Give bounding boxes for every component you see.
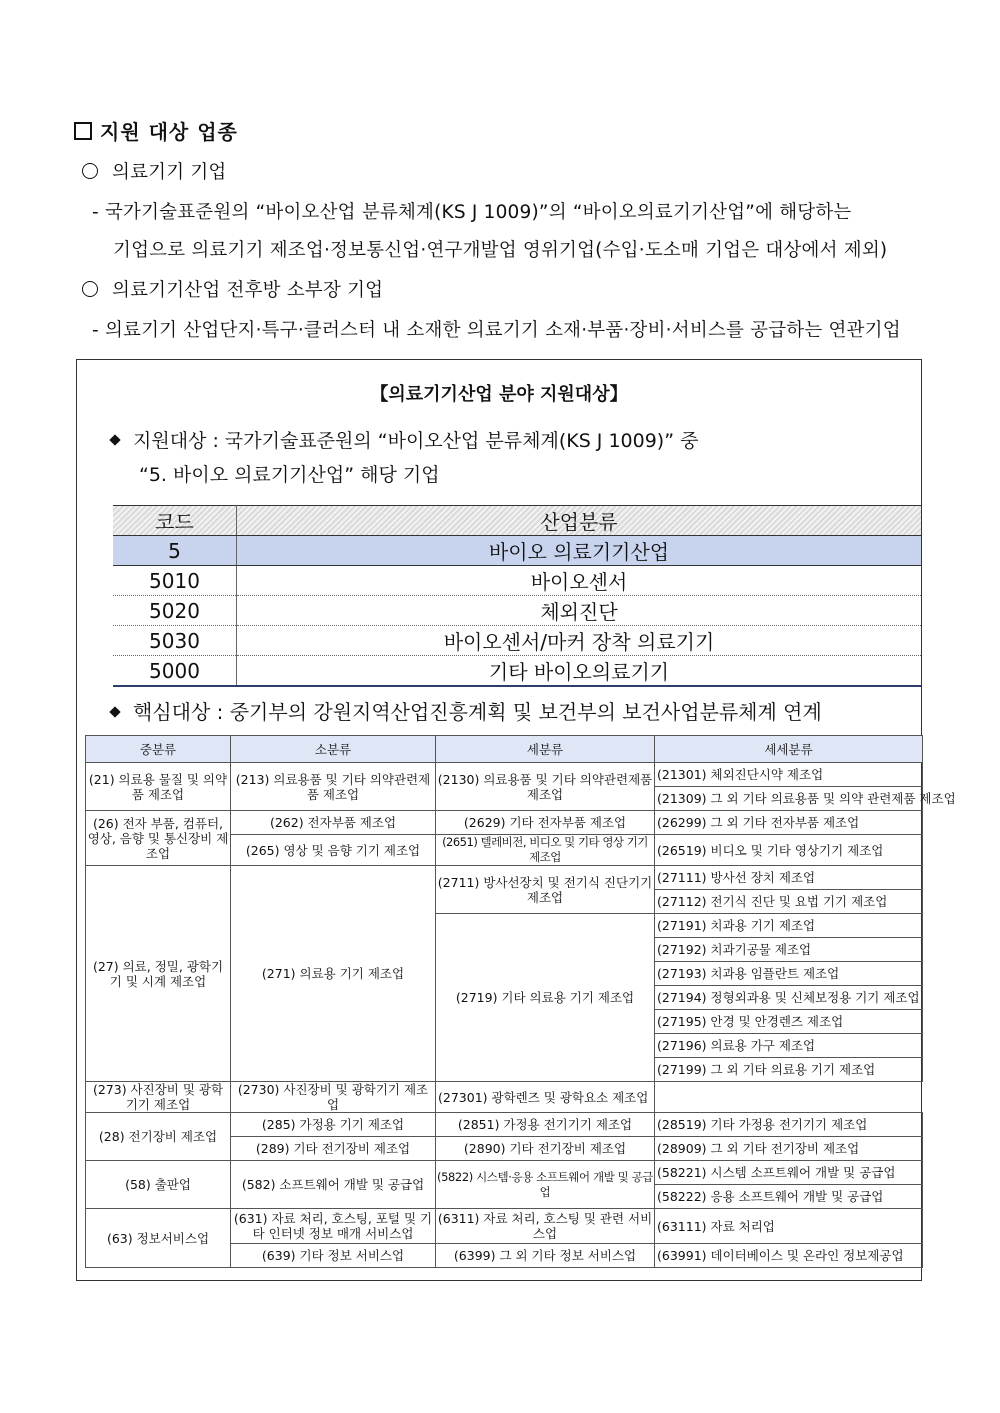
- mid-cell: (26) 전자 부품, 컴퓨터, 영상, 음향 및 통신장비 제조업: [86, 811, 231, 866]
- subdetail-cell: (58222) 응용 소프트웨어 개발 및 공급업: [655, 1185, 923, 1209]
- support-target-line-2: “5. 바이오 의료기기산업” 해당 기업: [139, 464, 440, 486]
- detail-cell: (2719) 기타 의료용 기기 제조업: [436, 914, 655, 1082]
- header-industry: 산업분류: [237, 506, 922, 536]
- small-cell: (285) 가정용 기기 제조업: [231, 1113, 436, 1137]
- detail-cell: (6399) 그 외 기타 정보 서비스업: [436, 1244, 655, 1268]
- code-cell: 5030: [113, 626, 237, 656]
- subdetail-cell: (21301) 체외진단시약 제조업: [655, 763, 923, 787]
- circle-bullet-icon: [82, 163, 98, 179]
- subdetail-cell: (27301) 광학렌즈 및 광학요소 제조업: [436, 1082, 655, 1113]
- mid-cell: (21) 의료용 물질 및 의약품 제조업: [86, 763, 231, 811]
- subdetail-cell: (21309) 그 외 기타 의료용품 및 의약 관련제품 제조업: [655, 787, 923, 811]
- header-code: 코드: [113, 506, 237, 536]
- small-cell: (639) 기타 정보 서비스업: [231, 1244, 436, 1268]
- subdetail-cell: (26519) 비디오 및 기타 영상기기 제조업: [655, 835, 923, 866]
- industry-cell: 바이오 의료기기산업: [237, 536, 922, 566]
- small-cell: (213) 의료용품 및 기타 의약관련제품 제조업: [231, 763, 436, 811]
- dash-line-continued: 기업으로 의료기기 제조업·정보통신업·연구개발업 영위기업(수입·도소매 기업은 대상에서 제외): [113, 240, 888, 261]
- mid-cell: (27) 의료, 정밀, 광학기기 및 시계 제조업: [86, 866, 231, 1082]
- bullet-text: 의료기기산업 전후방 소부장 기업: [112, 280, 384, 301]
- detail-cell: (2651) 텔레비전, 비디오 및 기타 영상 기기 제조업: [436, 835, 655, 866]
- code-cell: 5020: [113, 596, 237, 626]
- header-subdetail: 세세분류: [655, 736, 923, 763]
- subdetail-cell: (27111) 방사선 장치 제조업: [655, 866, 923, 890]
- header-detail: 세분류: [436, 736, 655, 763]
- small-cell: (262) 전자부품 제조업: [231, 811, 436, 835]
- small-cell: (631) 자료 처리, 호스팅, 포털 및 기타 인터넷 정보 매개 서비스업: [231, 1209, 436, 1244]
- table-row: [86, 1161, 923, 1185]
- subdetail-cell: (27112) 전기식 진단 및 요법 기기 제조업: [655, 890, 923, 914]
- table-row: [113, 536, 921, 566]
- dash-line-2: - 의료기기 산업단지·특구·클러스터 내 소재한 의료기기 소재·부품·장비·서비스를 공급하는 연관기업: [92, 320, 901, 341]
- bullet-medical-device: [82, 158, 227, 184]
- diamond-bullet-icon: [109, 706, 120, 717]
- detail-cell: (2890) 기타 전기장비 제조업: [436, 1137, 655, 1161]
- dash-line-1: - 국가기술표준원의 “바이오산업 분류체계(KS J 1009)”의 “바이오의료기기산업”에 해당하는: [92, 202, 852, 223]
- detail-cell: (6311) 자료 처리, 호스팅 및 관련 서비스업: [436, 1209, 655, 1244]
- detail-cell: (2711) 방사선장치 및 전기식 진단기기 제조업: [436, 866, 655, 914]
- detail-cell: (5822) 시스템·응용 소프트웨어 개발 및 공급업: [436, 1161, 655, 1209]
- support-target-text: 지원대상 : 국가기술표준원의 “바이오산업 분류체계(KS J 1009)” 중: [133, 430, 699, 452]
- detail-cell: (2851) 가정용 전기기기 제조업: [436, 1113, 655, 1137]
- detail-cell: (2730) 사진장비 및 광학기기 제조업: [231, 1082, 436, 1113]
- industry-cell: 체외진단: [237, 596, 922, 626]
- circle-bullet-icon: [82, 281, 98, 297]
- subdetail-cell: (63111) 자료 처리업: [655, 1209, 923, 1244]
- industry-cell: 바이오센서: [237, 566, 922, 596]
- detail-cell: (2629) 기타 전자부품 제조업: [436, 811, 655, 835]
- small-cell: (271) 의료용 기기 제조업: [231, 866, 436, 1082]
- bullet-supply-chain: [82, 276, 383, 302]
- core-target-line: [107, 696, 822, 725]
- industry-cell: 기타 바이오의료기기: [237, 656, 922, 687]
- subdetail-cell: (27193) 치과용 임플란트 제조업: [655, 962, 923, 986]
- section-title-text: 지원 대상 업종: [100, 120, 238, 144]
- subdetail-cell: (27191) 치과용 기기 제조업: [655, 914, 923, 938]
- small-cell: (289) 기타 전기장비 제조업: [231, 1137, 436, 1161]
- subdetail-cell: (28519) 기타 가정용 전기기기 제조업: [655, 1113, 923, 1137]
- table-row: [86, 1082, 923, 1113]
- table-row: [86, 763, 923, 787]
- table-row: [113, 566, 921, 596]
- table-row: [113, 596, 921, 626]
- subdetail-cell: (58221) 시스템 소프트웨어 개발 및 공급업: [655, 1161, 923, 1185]
- table-row: [86, 1113, 923, 1137]
- code-cell: 5010: [113, 566, 237, 596]
- diamond-bullet-icon: [109, 434, 120, 445]
- checkbox-square-icon: [74, 122, 92, 140]
- mid-cell: (28) 전기장비 제조업: [86, 1113, 231, 1161]
- subdetail-cell: (27194) 정형외과용 및 신체보정용 기기 제조업: [655, 986, 923, 1010]
- table-row: [113, 626, 921, 656]
- header-small: 소분류: [231, 736, 436, 763]
- core-target-text: 핵심대상 : 중기부의 강원지역산업진흥계획 및 보건부의 보건사업분류체계 연계: [133, 700, 822, 724]
- support-target-box: [76, 359, 956, 1281]
- code-table-header: [113, 506, 921, 536]
- code-cell: 5: [113, 536, 237, 566]
- box-title: 【의료기기산업 분야 지원대상】: [370, 384, 628, 405]
- code-cell: 5000: [113, 656, 237, 687]
- classification-header: [86, 736, 923, 763]
- table-row: [113, 656, 921, 687]
- subdetail-cell: (63991) 데이터베이스 및 온라인 정보제공업: [655, 1244, 923, 1268]
- header-mid: 중분류: [86, 736, 231, 763]
- section-title: [74, 116, 238, 145]
- subdetail-cell: (27192) 치과기공물 제조업: [655, 938, 923, 962]
- mid-cell: (63) 정보서비스업: [86, 1209, 231, 1268]
- subdetail-cell: (27196) 의료용 가구 제조업: [655, 1034, 923, 1058]
- bullet-text: 의료기기 기업: [112, 162, 227, 183]
- detail-cell: (2130) 의료용품 및 기타 의약관련제품 제조업: [436, 763, 655, 811]
- support-target-line: [107, 426, 698, 453]
- small-cell: (582) 소프트웨어 개발 및 공급업: [231, 1161, 436, 1209]
- table-row: [86, 1209, 923, 1244]
- subdetail-cell: (26299) 그 외 기타 전자부품 제조업: [655, 811, 923, 835]
- small-cell: (273) 사진장비 및 광학기기 제조업: [86, 1082, 231, 1113]
- subdetail-cell: (28909) 그 외 기타 전기장비 제조업: [655, 1137, 923, 1161]
- table-row: [86, 866, 923, 890]
- table-row: [86, 811, 923, 835]
- mid-cell: (58) 출판업: [86, 1161, 231, 1209]
- code-table: [113, 505, 921, 687]
- classification-table: [85, 735, 956, 1268]
- small-cell: (265) 영상 및 음향 기기 제조업: [231, 835, 436, 866]
- industry-cell: 바이오센서/마커 장착 의료기기: [237, 626, 922, 656]
- subdetail-cell: (27199) 그 외 기타 의료용 기기 제조업: [655, 1058, 923, 1082]
- subdetail-cell: (27195) 안경 및 안경렌즈 제조업: [655, 1010, 923, 1034]
